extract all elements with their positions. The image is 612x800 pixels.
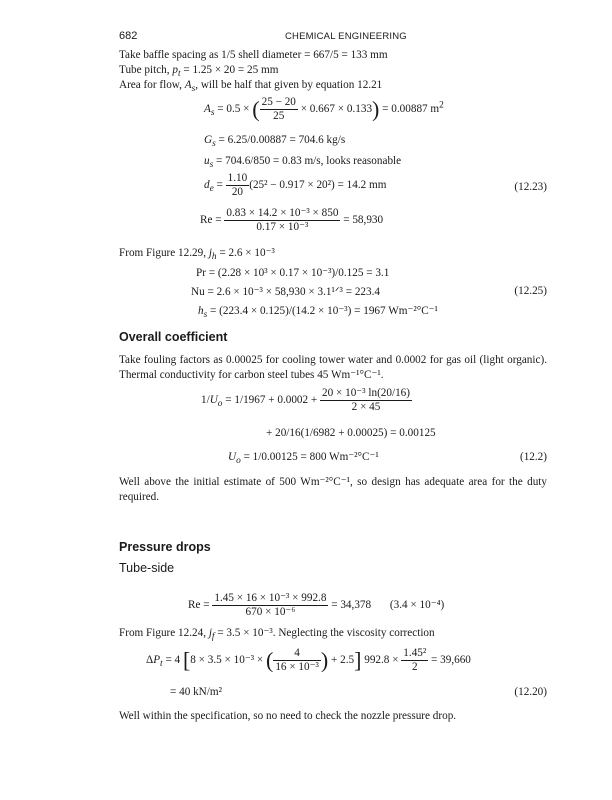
figure-12-24-line: From Figure 12.24, $j_f = 3.5 \times 10^{-3}$. Neglecting the viscosity correction xyxy=(119,627,435,643)
gs-equation: $G_s = 6.25/0.00887 = 704.6$ kg/s xyxy=(204,134,346,150)
nu-equation-number: (12.25) xyxy=(514,285,547,297)
pr-equation: Pr = (2.28 × 10³ × 0.17 × 10⁻³)/0.125 = 3.1 xyxy=(196,267,390,279)
us-equation: $u_s = 704.6/850 = 0.83$ m/s, looks reasonable xyxy=(204,155,402,171)
page-number: 682 xyxy=(119,30,138,42)
hs-equation: $h_s = (223.4 \times 0.125)/(14.2 \times 10^{-3}) = 1967$ Wm⁻²°C⁻¹ xyxy=(198,305,438,321)
uo-equation-line2: + 20/16(1/6982 + 0.00025) = 0.00125 xyxy=(266,427,436,439)
delta-p-equation: $\Delta P_t = 4$ [8 × 3.5 × 10⁻³ × ( $\frac{4}{\text{16 × 10⁻³}}$ ) + 2.5] 992.8 × $\frac{\text{1.45²}}{2}$ = 39,660 xyxy=(146,647,471,673)
baffle-spacing-line: Take baffle spacing as 1/5 shell diameter = 667/5 = 133 mm xyxy=(119,49,388,61)
re-shell-equation: Re = $\frac{\text{0.83 × 14.2 × 10⁻³ × 850}}{\text{0.17 × 10⁻³}}$ = 58,930 xyxy=(200,207,384,233)
tube-side-heading: Tube-side xyxy=(119,561,175,575)
pressure-drops-heading: Pressure drops xyxy=(119,540,211,554)
uo-result: $U_o = 1/0.00125 = 800$ Wm⁻²°C⁻¹ xyxy=(228,451,379,467)
fouling-paragraph: Take fouling factors as 0.00025 for cooling tower water and 0.0002 for gas oil (light organic). Thermal conductivity for carbon steel tubes 45 Wm⁻¹°C⁻¹. xyxy=(119,354,547,381)
as-fraction: $\frac{25 - 20}{25}$ xyxy=(261,96,296,122)
initial-estimate-paragraph: Well above the initial estimate of 500 Wm⁻²°C⁻¹, so design has adequate area for the duty required. xyxy=(119,476,547,503)
de-equation-number: (12.23) xyxy=(514,181,547,193)
re-tube-equation: Re = $\frac{\text{1.45 × 16 × 10⁻³ × 992.8}}{\text{670 × 10⁻⁶}}$ = 34,378 (3.4 × 10⁻⁴) xyxy=(188,592,445,618)
de-equation: $d_e$ = $\frac{1.10}{20}$ (25² − 0.917 × 20²) = 14.2 mm xyxy=(204,172,387,198)
figure-12-29-line: From Figure 12.29, $j_h = 2.6 \times 10^{-3}$ xyxy=(119,247,275,263)
delta-p-result: = 40 kN/m² xyxy=(170,686,222,698)
uo-equation-number: (12.2) xyxy=(519,451,547,463)
overall-coefficient-heading: Overall coefficient xyxy=(119,330,228,344)
as-equation: $A_s = 0.5$ × ( $\frac{25 - 20}{25}$ × 0.667 × 0.133) = 0.00887 $m^2$ xyxy=(204,96,444,122)
tube-pitch-line: Tube pitch, $p_t = 1.25 \times 20 = 25$ mm xyxy=(119,64,279,80)
final-paragraph: Well within the specification, so no need to check the nozzle pressure drop. xyxy=(119,710,457,722)
uo-equation: $1/U_o = 1/1967 + 0.0002$ + $\frac{\text{20 × 10⁻³ ln(20/16)}}{2 \times 45}$ xyxy=(201,387,411,413)
flow-area-line: Area for flow, $A_s$, will be half that given by equation 12.21 xyxy=(119,79,383,95)
running-title: CHEMICAL ENGINEERING xyxy=(285,31,407,42)
delta-p-equation-number: (12.20) xyxy=(514,686,547,698)
nu-equation: Nu = 2.6 × 10⁻³ × 58,930 × 3.1¹ᐟ³ = 223.4 xyxy=(191,286,380,298)
